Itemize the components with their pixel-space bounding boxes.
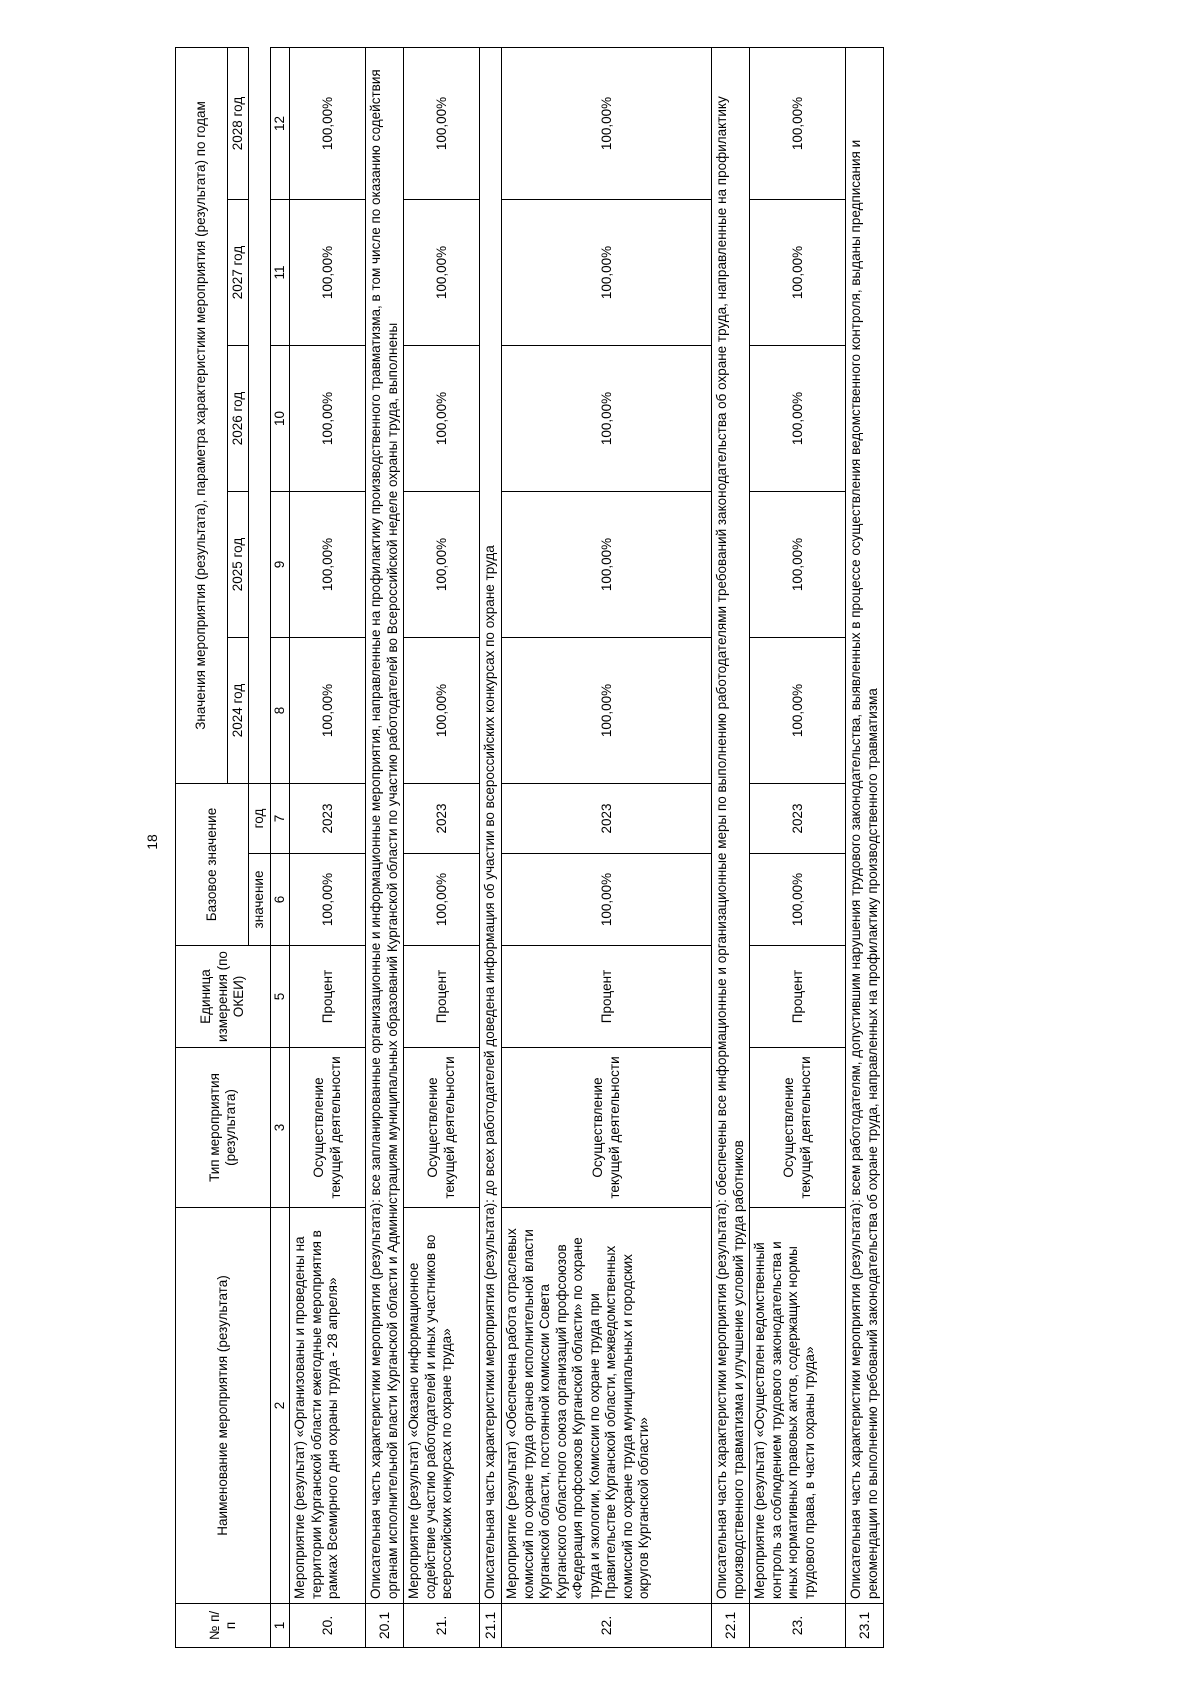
col-index: 11 xyxy=(270,199,289,345)
col-index: 12 xyxy=(270,47,289,199)
row-num: 23. xyxy=(750,1604,846,1648)
table-row xyxy=(750,47,846,1647)
page-number: 18 xyxy=(144,834,160,850)
row-base-value: 100,00% xyxy=(404,854,480,946)
results-table xyxy=(175,47,884,1648)
table-row xyxy=(404,47,480,1647)
row-unit: Процент xyxy=(502,946,712,1048)
table-row xyxy=(502,47,712,1647)
row-base-year: 2023 xyxy=(750,783,846,853)
col-index: 10 xyxy=(270,345,289,491)
row-type: Осуществление текущей деятельности xyxy=(290,1048,366,1208)
col-index: 7 xyxy=(270,783,289,853)
desc-num: 22.1 xyxy=(712,1604,750,1648)
col-index: 5 xyxy=(270,946,289,1048)
row-value: 100,00% xyxy=(750,345,846,491)
row-value: 100,00% xyxy=(750,637,846,783)
row-base-value: 100,00% xyxy=(750,854,846,946)
header-year: 2026 год xyxy=(228,345,249,491)
row-unit: Процент xyxy=(750,946,846,1048)
row-value: 100,00% xyxy=(502,47,712,199)
row-value: 100,00% xyxy=(290,637,366,783)
table-row xyxy=(290,47,366,1647)
row-unit: Процент xyxy=(404,946,480,1048)
row-type: Осуществление текущей деятельности xyxy=(502,1048,712,1208)
row-value: 100,00% xyxy=(290,199,366,345)
description-row xyxy=(712,47,750,1647)
header-base-year: год xyxy=(249,783,270,853)
row-value: 100,00% xyxy=(404,47,480,199)
desc-num: 21.1 xyxy=(480,1604,502,1648)
header-year: 2027 год xyxy=(228,199,249,345)
desc-text: Описательная часть характеристики мероприятия (результата): обеспечены все информационные и организационные меры по выполнению работодателями требований законодательства об охране труда, направленные на профилактику производственного травматизма и улучшение условий труда работников xyxy=(712,47,750,1603)
row-value: 100,00% xyxy=(290,47,366,199)
col-index: 3 xyxy=(270,1048,289,1208)
description-row xyxy=(846,47,884,1647)
header-values-group: Значения мероприятия (результата), параметра характеристики мероприятия (результата) по годам xyxy=(176,47,228,783)
col-index: 9 xyxy=(270,491,289,637)
row-value: 100,00% xyxy=(502,637,712,783)
row-unit: Процент xyxy=(290,946,366,1048)
row-num: 20. xyxy=(290,1604,366,1648)
desc-text: Описательная часть характеристики мероприятия (результата): все запланированные организационные и информационные мероприятия, направленные на профилактику производственного травматизма, в том числе по оказанию содействия органам исполнительной власти Курганской области и Администрациям муниципальных образований Курганской области по участию работодателей во Всероссийской неделе охраны труда, выполнены xyxy=(366,47,404,1603)
header-base-value: значение xyxy=(249,854,270,946)
desc-num: 23.1 xyxy=(846,1604,884,1648)
row-value: 100,00% xyxy=(290,491,366,637)
row-value: 100,00% xyxy=(404,345,480,491)
row-base-year: 2023 xyxy=(502,783,712,853)
row-base-value: 100,00% xyxy=(502,854,712,946)
row-base-value: 100,00% xyxy=(290,854,366,946)
header-name: Наименование мероприятия (результата) xyxy=(176,1208,271,1604)
row-base-year: 2023 xyxy=(290,783,366,853)
row-value: 100,00% xyxy=(502,345,712,491)
col-index: 1 xyxy=(270,1604,289,1648)
row-value: 100,00% xyxy=(750,47,846,199)
row-num: 22. xyxy=(502,1604,712,1648)
header-year: 2028 год xyxy=(228,47,249,199)
row-value: 100,00% xyxy=(502,491,712,637)
desc-num: 20.1 xyxy=(366,1604,404,1648)
row-name: Мероприятие (результат) «Организованы и проведены на территории Курганской области ежегодные мероприятия в рамках Всемирного дня охраны труда - 28 апреля» xyxy=(290,1208,366,1604)
desc-text: Описательная часть характеристики мероприятия (результата): всем работодателям, допустившим нарушения трудового законодательства, выявленных в процессе осуществления ведомственного контроля, выданы предписания и рекомендации по выполнению требований законодательства об охране труда, направленных на профилактику производственного травматизма xyxy=(846,47,884,1603)
row-base-year: 2023 xyxy=(404,783,480,853)
header-year: 2024 год xyxy=(228,637,249,783)
header-row-1 xyxy=(176,47,228,1647)
col-index: 8 xyxy=(270,637,289,783)
description-row xyxy=(480,47,502,1647)
row-num: 21. xyxy=(404,1604,480,1648)
row-value: 100,00% xyxy=(750,491,846,637)
description-row xyxy=(366,47,404,1647)
row-value: 100,00% xyxy=(404,637,480,783)
row-name: Мероприятие (результат) «Осуществлен ведомственный контроль за соблюдением трудового законодательства и иных нормативных правовых актов, содержащих нормы трудового права, в части охраны труда» xyxy=(750,1208,846,1604)
row-value: 100,00% xyxy=(290,345,366,491)
rotated-page xyxy=(175,48,1095,1648)
desc-text: Описательная часть характеристики мероприятия (результата): до всех работодателей доведена информация об участии во всероссийских конкурсах по охране труда xyxy=(480,47,502,1603)
row-value: 100,00% xyxy=(502,199,712,345)
header-num: № п/п xyxy=(176,1604,271,1648)
row-value: 100,00% xyxy=(750,199,846,345)
row-value: 100,00% xyxy=(404,199,480,345)
row-name: Мероприятие (результат) «Оказано информационное содействие участию работодателей и иных участников во всероссийских конкурсах по охране труда» xyxy=(404,1208,480,1604)
col-index: 2 xyxy=(270,1208,289,1604)
header-base: Базовое значение xyxy=(176,783,249,945)
col-index: 6 xyxy=(270,854,289,946)
header-unit: Единица измерения (по ОКЕИ) xyxy=(176,946,271,1048)
header-year: 2025 год xyxy=(228,491,249,637)
row-type: Осуществление текущей деятельности xyxy=(404,1048,480,1208)
row-name: Мероприятие (результат) «Обеспечена работа отраслевых комиссий по охране труда органов исполнительной власти Курганской области, постоянной комиссии Совета Курганского областного союза организаций профсоюзов «Федерация профсоюзов Курганской области» по охране труда и экологии, Комиссии по охране труда при Правительстве Курганской области, межведомственных комиссий по охране труда муниципальных и городских округов Курганской области» xyxy=(502,1208,712,1604)
column-index-row xyxy=(270,47,289,1647)
row-type: Осуществление текущей деятельности xyxy=(750,1048,846,1208)
row-value: 100,00% xyxy=(404,491,480,637)
header-type: Тип мероприятия (результата) xyxy=(176,1048,271,1208)
